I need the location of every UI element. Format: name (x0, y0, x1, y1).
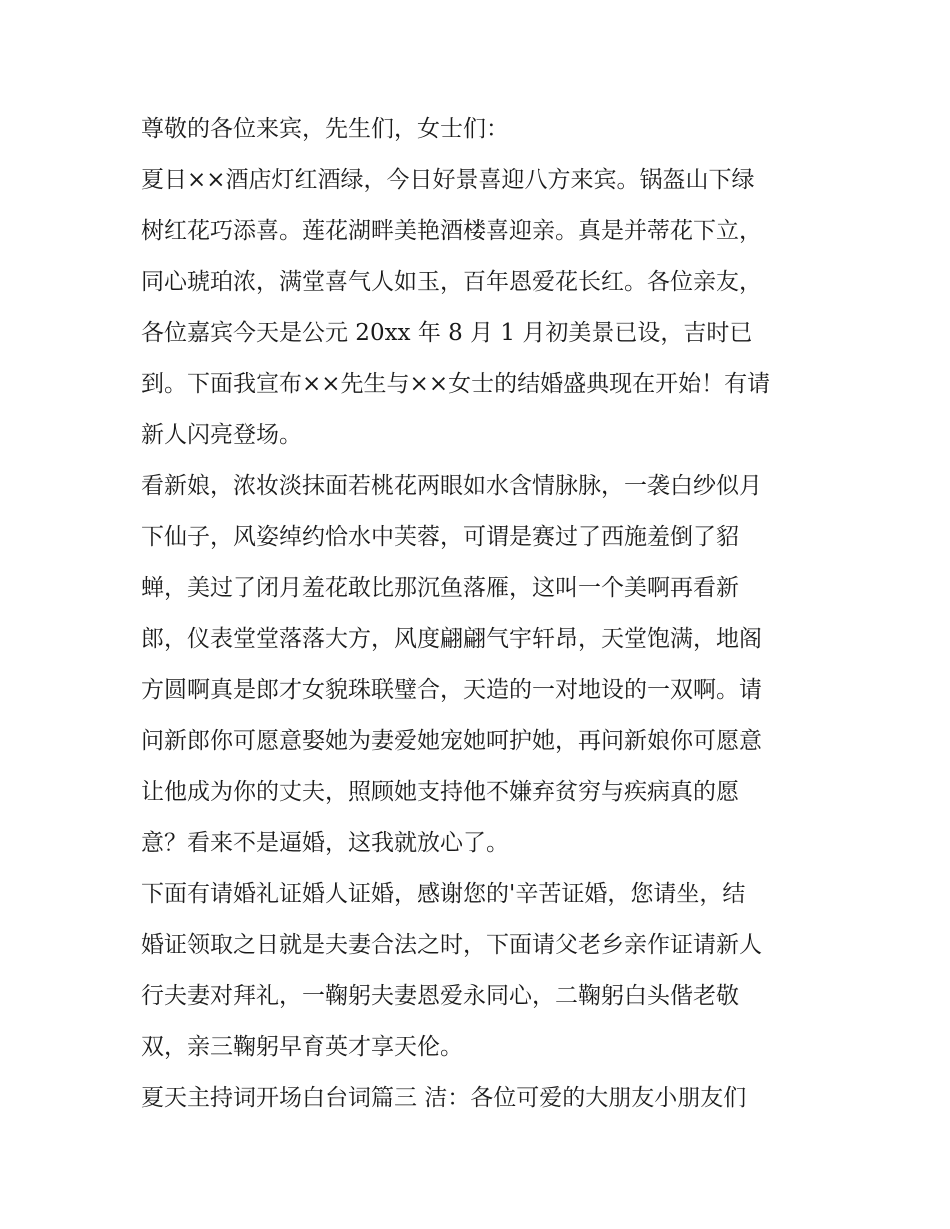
text-line: 婚证领取之日就是夫妻合法之时，下面请父老乡亲作证请新人 (141, 932, 762, 958)
text-line: 夏日××酒店灯红酒绿，今日好景喜迎八方来宾。锅盔山下绿 (141, 167, 755, 193)
text-line: 各位嘉宾今天是公元 20xx 年 8 月 1 月初美景已设，吉时已 (141, 320, 753, 346)
document-body (141, 104, 821, 1124)
text-line: 蝉，美过了闭月羞花敢比那沉鱼落雁，这叫一个美啊再看新 (141, 575, 739, 601)
text-line: 夏天主持词开场白台词篇三 洁：各位可爱的大朋友小朋友们 (141, 1085, 747, 1111)
text-line: 郎，仪表堂堂落落大方，风度翩翩气宇轩昂，天堂饱满，地阁 (141, 626, 762, 652)
text-line: 尊敬的各位来宾，先生们，女士们： (141, 116, 509, 142)
text-line: 树红花巧添喜。莲花湖畔美艳酒楼喜迎亲。真是并蒂花下立， (141, 218, 762, 244)
text-line: 下面有请婚礼证婚人证婚，感谢您的'辛苦证婚，您请坐，结 (141, 881, 746, 907)
text-line: 问新郎你可愿意娶她为妻爱她宠她呵护她，再问新娘你可愿意 (141, 728, 762, 754)
text-line: 让他成为你的丈夫，照顾她支持他不嫌弃贫穷与疾病真的愿 (141, 779, 739, 805)
text-line: 到。下面我宣布××先生与××女士的结婚盛典现在开始！有请 (141, 371, 771, 397)
text-line: 同心琥珀浓，满堂喜气人如玉，百年恩爱花长红。各位亲友， (141, 269, 762, 295)
text-line: 双，亲三鞠躬早育英才享天伦。 (141, 1034, 463, 1060)
text-line: 新人闪亮登场。 (141, 422, 302, 448)
text-line: 方圆啊真是郎才女貌珠联璧合，天造的一对地设的一双啊。请 (141, 677, 762, 703)
text-line: 看新娘，浓妆淡抹面若桃花两眼如水含情脉脉，一袭白纱似月 (141, 473, 762, 499)
text-line: 下仙子，风姿绰约恰水中芙蓉，可谓是赛过了西施羞倒了貂 (141, 524, 739, 550)
text-line: 行夫妻对拜礼，一鞠躬夫妻恩爱永同心，二鞠躬白头偕老敬 (141, 983, 739, 1009)
text-line: 意？看来不是逼婚，这我就放心了。 (141, 830, 509, 856)
